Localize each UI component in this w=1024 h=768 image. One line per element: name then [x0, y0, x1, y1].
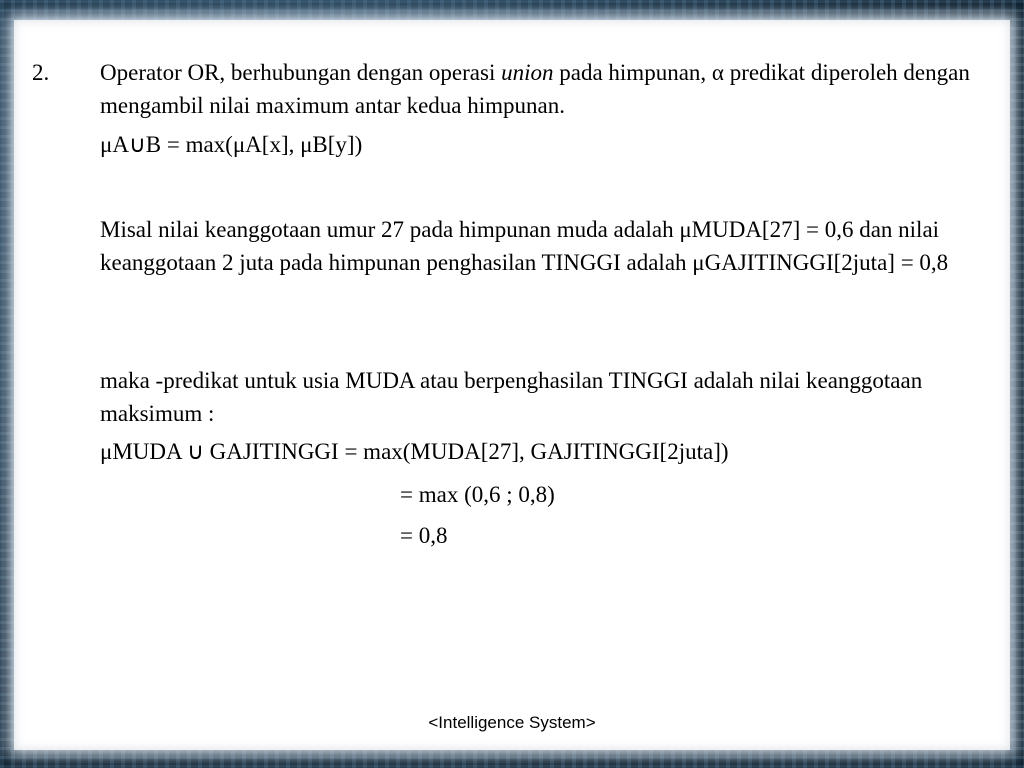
slide-content — [14, 20, 1010, 750]
calculation-step-1: = max (0,6 ; 0,8) — [400, 482, 555, 507]
description-text-2: pada himpunan, α predikat diperoleh dengan mengambil nilai maximum antar kedua himpunan. — [100, 60, 970, 118]
applied-formula: μMUDA ∪ GAJITINGGI = max(MUDA[27], GAJITINGGI[2juta]) — [100, 439, 729, 464]
calculation-result: = 0,8 — [400, 523, 448, 548]
description-text-1: Operator OR, berhubungan dengan operasi — [100, 60, 502, 85]
slide-footer: <Intelligence System> — [428, 713, 596, 732]
operator-or-description — [100, 56, 1000, 122]
general-formula: μA∪B = max(μA[x], μB[y]) — [100, 132, 363, 157]
list-item-number: 2. — [32, 60, 50, 85]
conclusion-paragraph: maka -predikat untuk usia MUDA atau berpenghasilan TINGGI adalah nilai keanggotaan maksimum : — [100, 368, 923, 426]
slide-panel — [14, 20, 1010, 750]
example-paragraph: Misal nilai keanggotaan umur 27 pada himpunan muda adalah μMUDA[27] = 0,6 dan nilai keanggotaan 2 juta pada himpunan penghasilan TINGGI adalah μGAJITINGGI[2juta] = 0,8 — [100, 217, 949, 275]
union-term: union — [501, 60, 554, 85]
